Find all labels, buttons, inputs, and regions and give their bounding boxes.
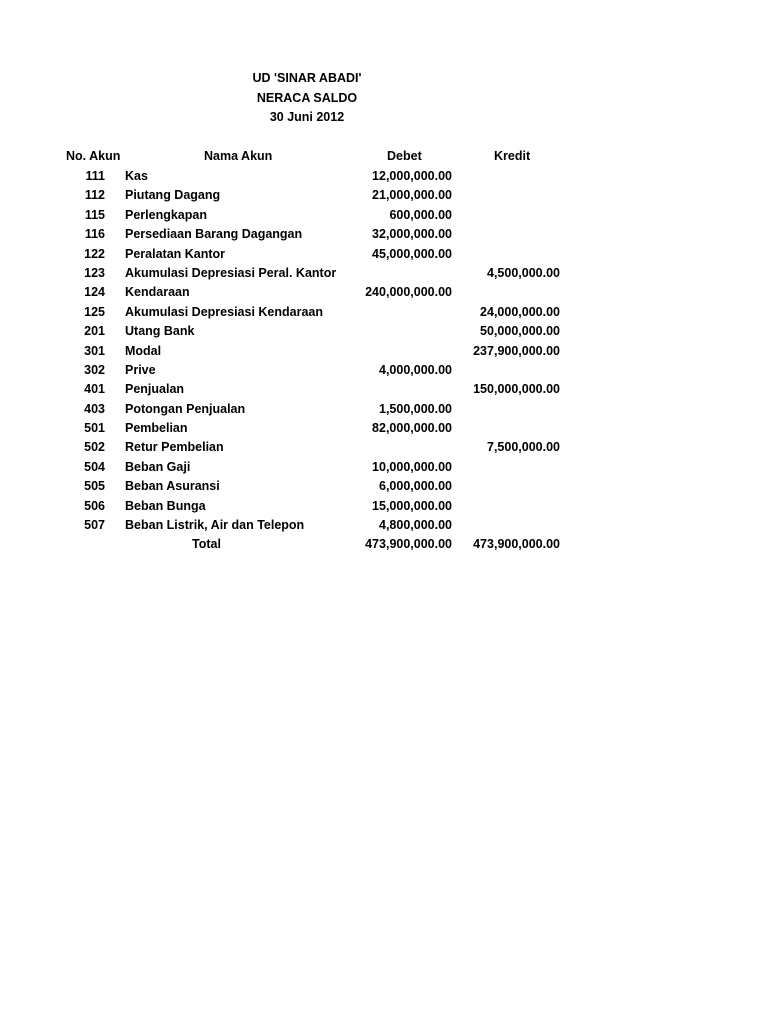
account-name: Kendaraan [125, 285, 190, 300]
trial-balance-table [0, 168, 600, 556]
credit-amount: 7,500,000.00 [487, 440, 560, 455]
account-name: Akumulasi Depresiasi Kendaraan [125, 304, 323, 319]
table-row [0, 459, 600, 478]
account-name: Beban Gaji [125, 459, 191, 474]
table-row [0, 420, 600, 439]
debit-amount: 240,000,000.00 [365, 285, 452, 300]
account-number: 507 [84, 518, 105, 533]
account-number: 502 [84, 440, 105, 455]
account-name: Prive [125, 362, 156, 377]
account-number: 122 [84, 246, 105, 261]
debit-amount: 4,000,000.00 [379, 362, 452, 377]
debit-amount: 15,000,000.00 [372, 498, 452, 513]
total-label: Total [192, 537, 221, 552]
account-number: 112 [84, 188, 105, 203]
debit-amount: 4,800,000.00 [379, 518, 452, 533]
account-name: Retur Pembelian [125, 440, 224, 455]
account-number: 301 [84, 343, 105, 358]
account-number: 123 [84, 265, 105, 280]
account-number: 403 [84, 401, 105, 416]
account-name: Peralatan Kantor [125, 246, 226, 261]
report-title: NERACA SALDO [256, 91, 358, 105]
account-number: 504 [84, 459, 105, 474]
column-header-debet: Debet [387, 149, 422, 163]
account-number: 201 [84, 324, 105, 339]
table-row [0, 401, 600, 420]
total-credit: 473,900,000.00 [473, 537, 560, 552]
table-row [0, 187, 600, 206]
table-row [0, 343, 600, 362]
account-number: 505 [84, 479, 105, 494]
credit-amount: 24,000,000.00 [480, 304, 560, 319]
account-name: Perlengkapan [125, 207, 207, 222]
account-name: Beban Asuransi [125, 479, 220, 494]
debit-amount: 45,000,000.00 [372, 246, 452, 261]
column-header-no-akun: No. Akun [66, 149, 121, 163]
account-name: Beban Listrik, Air dan Telepon [125, 518, 305, 533]
debit-amount: 6,000,000.00 [379, 479, 452, 494]
total-debit: 473,900,000.00 [365, 537, 452, 552]
table-row [0, 323, 600, 342]
report-date: 30 Juni 2012 [269, 110, 345, 124]
account-name: Pembelian [125, 421, 188, 436]
credit-amount: 4,500,000.00 [487, 265, 560, 280]
account-number: 124 [84, 285, 105, 300]
account-number: 116 [84, 227, 105, 242]
credit-amount: 150,000,000.00 [473, 382, 560, 397]
credit-amount: 237,900,000.00 [473, 343, 560, 358]
debit-amount: 10,000,000.00 [372, 459, 452, 474]
account-number: 401 [84, 382, 105, 397]
account-number: 115 [84, 207, 105, 222]
column-header-kredit: Kredit [494, 149, 531, 163]
account-number: 501 [84, 421, 105, 436]
column-header-nama-akun: Nama Akun [204, 149, 273, 163]
account-name: Kas [125, 169, 148, 183]
account-number: 506 [84, 498, 105, 513]
account-number: 125 [84, 304, 105, 319]
table-row [0, 381, 600, 400]
account-name: Utang Bank [125, 324, 195, 339]
account-name: Beban Bunga [125, 498, 206, 513]
table-row [0, 168, 600, 187]
debit-amount: 21,000,000.00 [372, 188, 452, 203]
total-row [0, 536, 600, 555]
debit-amount: 82,000,000.00 [372, 421, 452, 436]
table-row [0, 246, 600, 265]
table-row [0, 517, 600, 536]
table-row [0, 439, 600, 458]
table-row [0, 265, 600, 284]
account-number: 302 [84, 362, 105, 377]
table-row [0, 207, 600, 226]
table-row [0, 284, 600, 303]
debit-amount: 600,000.00 [389, 207, 452, 222]
account-name: Akumulasi Depresiasi Peral. Kantor [125, 265, 337, 280]
table-row [0, 498, 600, 517]
table-row [0, 304, 600, 323]
account-name: Penjualan [125, 382, 185, 397]
debit-amount: 32,000,000.00 [372, 227, 452, 242]
debit-amount: 12,000,000.00 [372, 169, 452, 183]
account-name: Modal [125, 343, 162, 358]
account-name: Potongan Penjualan [125, 401, 246, 416]
credit-amount: 50,000,000.00 [480, 324, 560, 339]
account-number: 111 [85, 169, 105, 183]
debit-amount: 1,500,000.00 [379, 401, 452, 416]
account-name: Persediaan Barang Dagangan [125, 227, 303, 242]
company-name: UD 'SINAR ABADI' [252, 71, 362, 85]
account-name: Piutang Dagang [125, 188, 221, 203]
table-row [0, 226, 600, 245]
table-row [0, 362, 600, 381]
table-row [0, 478, 600, 497]
